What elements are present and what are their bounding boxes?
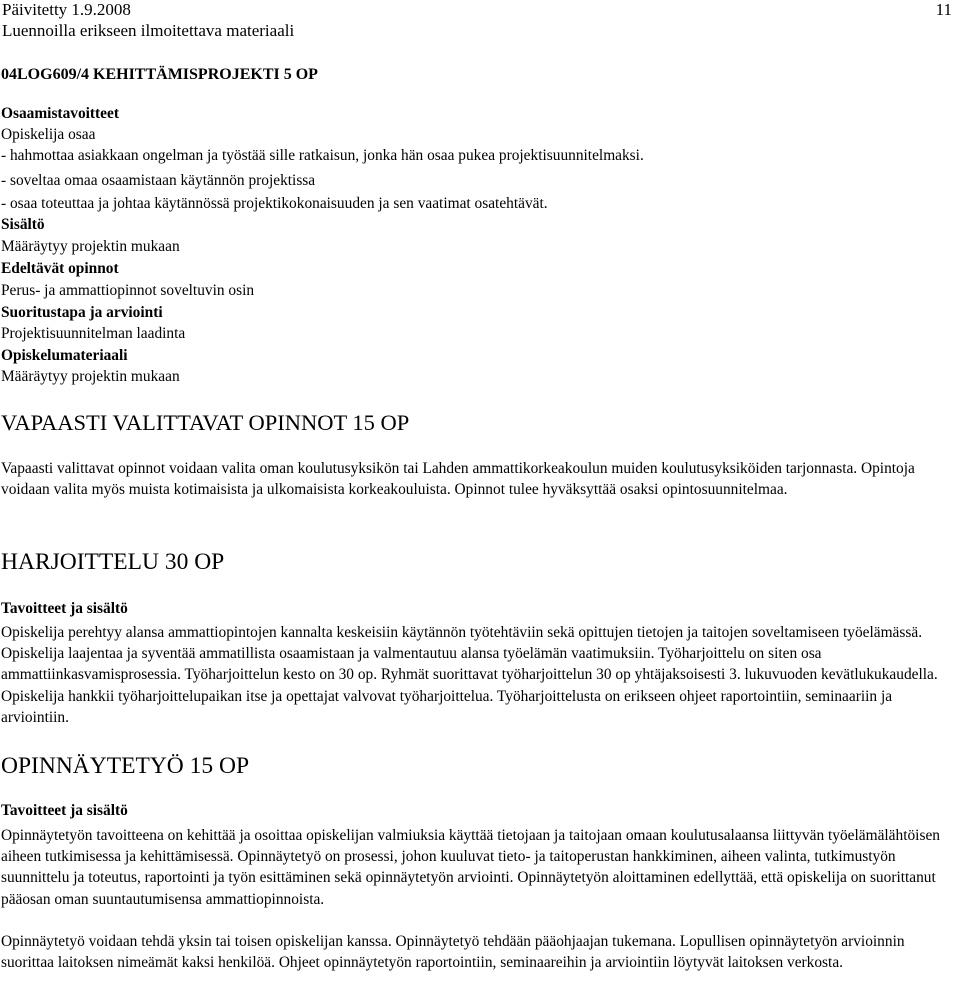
training-subheading: Tavoitteet ja sisältö	[1, 600, 128, 617]
objective-item: - soveltaa omaa osaamistaan käytännön projektissa	[1, 172, 316, 189]
training-paragraph: Opiskelija perehtyy alansa ammattiopintojen kannalta keskeisiin käytännön työtehtäviin sekä opittujen tietojen ja taitojen soveltamiseen työelämässä. Opiskelija laajentaa ja syventää ammatillista osaamistaan ja valmentautuu alansa työelämän vaatimuksiin. Työharjoittelu on siten osa ammattiinkasvamisprosessia. Työharjoittelun kesto on 30 op. Ryhmät suorittavat työharjoittelun 30 op yhtäjaksoisesti 3. lukuvuoden kevätlukukaudella. Opiskelija hankkii työharjoittelupaikan itse ja opettajat valvovat työharjoittelua. Työharjoittelusta on erikseen ohjeet raportointiin, seminaariin ja arviointiin.	[1, 624, 938, 726]
header-subtitle: Luennoilla erikseen ilmoitettava materiaali	[2, 21, 295, 40]
thesis-heading: OPINNÄYTETYÖ 15 OP	[1, 753, 250, 779]
material-text: Määräytyy projektin mukaan	[1, 368, 180, 385]
content-text: Määräytyy projektin mukaan	[1, 238, 180, 255]
training-heading: HARJOITTELU 30 OP	[1, 549, 225, 575]
method-heading: Suoritustapa ja arviointi	[1, 304, 163, 321]
prerequisites-heading: Edeltävät opinnot	[1, 260, 119, 277]
thesis-paragraph: Opinnäytetyön tavoitteena on kehittää ja osoittaa opiskelijan valmiuksia käyttää tietojaan ja taitojaan omaan koulutusalaansa liittyvän työelämälähtöisen aiheen tutkimisessa ja kehittämisessä. Opinnäytetyö on prosessi, johon kuuluvat tieto- ja taitoperustan hankkiminen, aiheen valinta, tutkimustyön suunnittelu ja toteutus, raportointi ja työn esittäminen sekä opinnäytetyön arviointi. Opinnäytetyön aloittaminen edellyttää, että opiskelija on suorittanut pääosan oman suuntautumisensa ammattiopinnoista.	[1, 827, 940, 908]
thesis-subheading: Tavoitteet ja sisältö	[1, 802, 128, 819]
updated-date: Päivitetty 1.9.2008	[2, 0, 131, 19]
prerequisites-text: Perus- ja ammattiopinnot soveltuvin osin	[1, 282, 255, 299]
elective-heading: VAPAASTI VALITTAVAT OPINNOT 15 OP	[1, 410, 410, 435]
elective-paragraph: Vapaasti valittavat opinnot voidaan valita oman koulutusyksikön tai Lahden ammattikorkeakoulun muiden koulutusyksiköiden tarjonnasta. Opintoja voidaan valita myös muista kotimaisista ja ulkomaisista korkeakouluista. Opinnot tulee hyväksyttää osaksi opintosuunnitelmaa.	[1, 460, 915, 499]
page-number: 11	[935, 0, 952, 19]
content-heading: Sisältö	[1, 216, 45, 233]
objectives-heading: Osaamistavoitteet	[1, 105, 119, 122]
method-text: Projektisuunnitelman laadinta	[1, 325, 186, 342]
objectives-intro: Opiskelija osaa	[1, 126, 96, 143]
course-title: 04LOG609/4 KEHITTÄMISPROJEKTI 5 OP	[1, 66, 318, 83]
thesis-paragraph-2: Opinnäytetyö voidaan tehdä yksin tai toisen opiskelijan kanssa. Opinnäytetyö tehdään pääohjaajan tukemana. Lopullisen opinnäytetyön arvioinnin suorittaa laitoksen nimeämät kaksi henkilöä. Ohjeet opinnäytetyön raportointiin, seminaareihin ja arviointiin löytyvät laitoksen verkosta.	[1, 933, 905, 972]
objective-item: - hahmottaa asiakkaan ongelman ja työstää sille ratkaisun, jonka hän osaa pukea projektisuunnitelmaksi.	[1, 147, 644, 164]
material-heading: Opiskelumateriaali	[1, 347, 128, 364]
objective-item: - osaa toteuttaa ja johtaa käytännössä projektikokonaisuuden ja sen vaatimat osatehtävät.	[1, 195, 548, 212]
